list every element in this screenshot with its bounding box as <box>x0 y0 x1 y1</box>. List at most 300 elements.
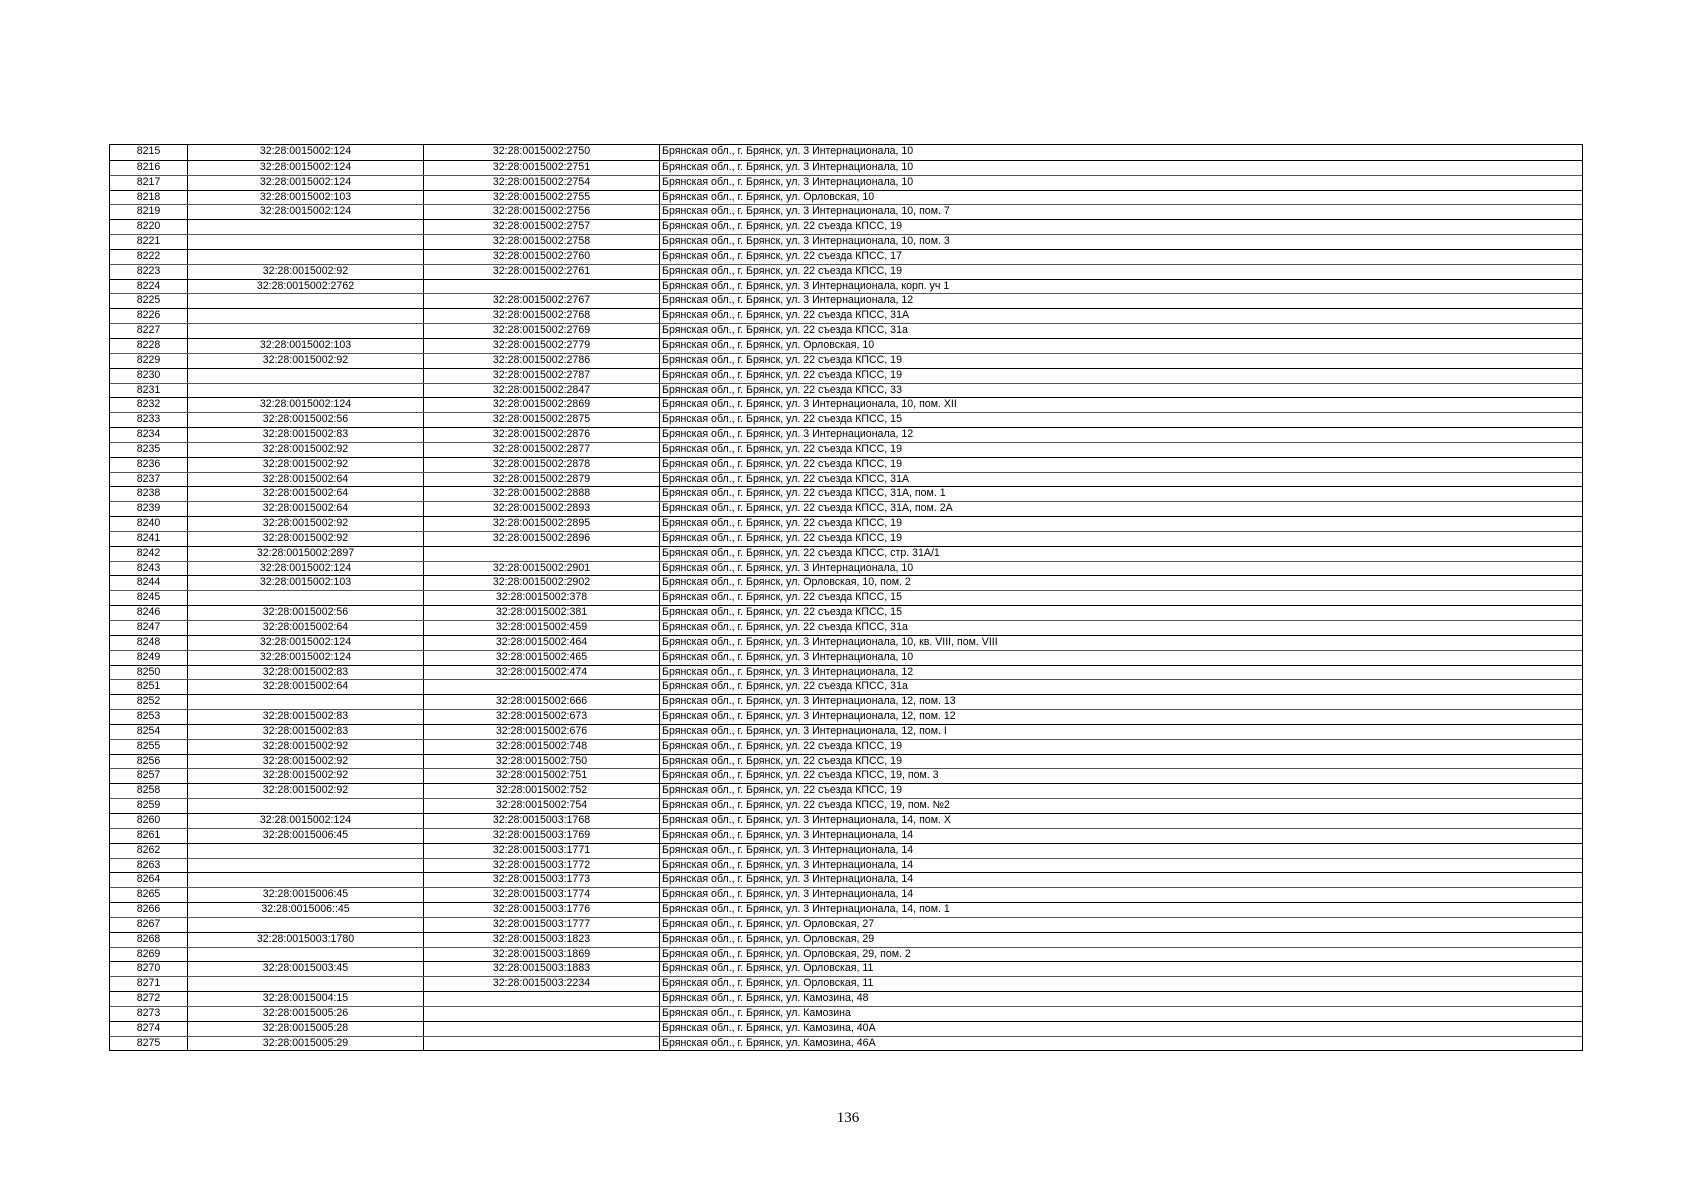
table-row <box>110 605 1582 620</box>
address-cell: Брянская обл., г. Брянск, ул. 3 Интернационала, 12, пом. 13 <box>659 695 1582 709</box>
land-parcel-cadastral-cell: 32:28:0015004:15 <box>187 992 423 1006</box>
object-cadastral-cell: 32:28:0015002:2751 <box>423 161 659 175</box>
row-number-cell: 8239 <box>136 502 161 515</box>
land-parcel-cadastral-cell <box>187 384 423 398</box>
table-row <box>110 858 1582 873</box>
object-cadastral-cell: 32:28:0015002:2847 <box>423 384 659 398</box>
object-cadastral-cell: 32:28:0015002:2879 <box>423 473 659 487</box>
row-number-cell: 8248 <box>136 635 161 648</box>
row-number-cell: 8221 <box>136 235 161 248</box>
land-parcel-cadastral-cell: 32:28:0015002:2762 <box>187 280 423 294</box>
row-number-cell: 8261 <box>136 828 161 841</box>
table-row <box>110 872 1582 887</box>
land-parcel-cadastral-cell <box>187 695 423 709</box>
address-cell: Брянская обл., г. Брянск, ул. 3 Интернационала, 10 <box>659 176 1582 190</box>
object-cadastral-cell: 32:28:0015002:2756 <box>423 205 659 219</box>
table-row <box>110 917 1582 932</box>
address-cell: Брянская обл., г. Брянск, ул. Камозина, 48 <box>659 992 1582 1006</box>
object-cadastral-cell: 32:28:0015002:459 <box>423 621 659 635</box>
row-number-cell: 8255 <box>136 739 161 752</box>
table-row <box>110 575 1582 590</box>
land-parcel-cadastral-cell: 32:28:0015002:124 <box>187 205 423 219</box>
table-row <box>110 635 1582 650</box>
land-parcel-cadastral-cell: 32:28:0015002:103 <box>187 339 423 353</box>
table-row <box>110 486 1582 501</box>
row-number-cell: 8245 <box>136 591 161 604</box>
object-cadastral-cell: 32:28:0015002:676 <box>423 725 659 739</box>
table-row <box>110 961 1582 976</box>
land-parcel-cadastral-cell: 32:28:0015002:2897 <box>187 547 423 561</box>
row-number-cell: 8274 <box>136 1021 161 1034</box>
land-parcel-cadastral-cell: 32:28:0015002:56 <box>187 606 423 620</box>
land-parcel-cadastral-cell: 32:28:0015002:64 <box>187 473 423 487</box>
address-cell: Брянская обл., г. Брянск, ул. Орловская, 11 <box>659 977 1582 991</box>
object-cadastral-cell: 32:28:0015002:2786 <box>423 354 659 368</box>
address-cell: Брянская обл., г. Брянск, ул. 22 съезда КПСС, 19, пом. №2 <box>659 799 1582 813</box>
row-number-cell: 8229 <box>136 353 161 366</box>
table-row <box>110 264 1582 279</box>
table-row <box>110 160 1582 175</box>
address-cell: Брянская обл., г. Брянск, ул. 3 Интернационала, 14 <box>659 829 1582 843</box>
land-parcel-cadastral-cell: 32:28:0015006:45 <box>187 829 423 843</box>
land-parcel-cadastral-cell: 32:28:0015002:124 <box>187 651 423 665</box>
land-parcel-cadastral-cell <box>187 948 423 962</box>
row-number-cell: 8230 <box>136 368 161 381</box>
row-number-cell: 8252 <box>136 695 161 708</box>
table-row <box>110 145 1582 160</box>
land-parcel-cadastral-cell: 32:28:0015002:83 <box>187 725 423 739</box>
object-cadastral-cell: 32:28:0015002:381 <box>423 606 659 620</box>
object-cadastral-cell: 32:28:0015002:751 <box>423 769 659 783</box>
land-parcel-cadastral-cell: 32:28:0015002:64 <box>187 502 423 516</box>
address-cell: Брянская обл., г. Брянск, ул. 22 съезда КПСС, 17 <box>659 250 1582 264</box>
table-row <box>110 219 1582 234</box>
table-row <box>110 249 1582 264</box>
row-number-cell: 8243 <box>136 561 161 574</box>
address-cell: Брянская обл., г. Брянск, ул. 3 Интернационала, 10 <box>659 161 1582 175</box>
object-cadastral-cell: 32:28:0015002:2755 <box>423 191 659 205</box>
address-cell: Брянская обл., г. Брянск, ул. 22 съезда КПСС, 31А <box>659 309 1582 323</box>
land-parcel-cadastral-cell: 32:28:0015002:83 <box>187 428 423 442</box>
object-cadastral-cell <box>423 280 659 294</box>
address-cell: Брянская обл., г. Брянск, ул. Камозина, 40А <box>659 1022 1582 1036</box>
land-parcel-cadastral-cell <box>187 309 423 323</box>
object-cadastral-cell: 32:28:0015002:2888 <box>423 487 659 501</box>
object-cadastral-cell: 32:28:0015002:673 <box>423 710 659 724</box>
land-parcel-cadastral-cell: 32:28:0015002:83 <box>187 666 423 680</box>
table-row <box>110 190 1582 205</box>
table-row <box>110 368 1582 383</box>
object-cadastral-cell: 32:28:0015002:464 <box>423 636 659 650</box>
object-cadastral-cell <box>423 1007 659 1021</box>
row-number-cell: 8217 <box>136 175 161 188</box>
address-cell: Брянская обл., г. Брянск, ул. 22 съезда КПСС, 19 <box>659 517 1582 531</box>
land-parcel-cadastral-cell: 32:28:0015002:92 <box>187 769 423 783</box>
table-row <box>110 754 1582 769</box>
land-parcel-cadastral-cell: 32:28:0015002:103 <box>187 576 423 590</box>
address-cell: Брянская обл., г. Брянск, ул. 3 Интернационала, 12 <box>659 666 1582 680</box>
address-cell: Брянская обл., г. Брянск, ул. 22 съезда КПСС, 19 <box>659 755 1582 769</box>
object-cadastral-cell: 32:28:0015002:465 <box>423 651 659 665</box>
address-cell: Брянская обл., г. Брянск, ул. 3 Интернационала, корп. уч 1 <box>659 280 1582 294</box>
land-parcel-cadastral-cell: 32:28:0015006:45 <box>187 888 423 902</box>
address-cell: Брянская обл., г. Брянск, ул. 3 Интернационала, 12 <box>659 294 1582 308</box>
address-cell: Брянская обл., г. Брянск, ул. Камозина, 46А <box>659 1037 1582 1051</box>
row-number-cell: 8238 <box>136 487 161 500</box>
table-row <box>110 442 1582 457</box>
land-parcel-cadastral-cell <box>187 235 423 249</box>
table-row <box>110 709 1582 724</box>
address-cell: Брянская обл., г. Брянск, ул. 22 съезда КПСС, 15 <box>659 413 1582 427</box>
land-parcel-cadastral-cell <box>187 799 423 813</box>
table-row <box>110 932 1582 947</box>
row-number-cell: 8219 <box>136 205 161 218</box>
object-cadastral-cell: 32:28:0015003:1777 <box>423 918 659 932</box>
table-row <box>110 768 1582 783</box>
land-parcel-cadastral-cell: 32:28:0015002:92 <box>187 443 423 457</box>
row-number-cell: 8242 <box>136 546 161 559</box>
row-number-cell: 8218 <box>136 190 161 203</box>
land-parcel-cadastral-cell: 32:28:0015002:92 <box>187 532 423 546</box>
object-cadastral-cell: 32:28:0015002:2757 <box>423 220 659 234</box>
land-parcel-cadastral-cell <box>187 369 423 383</box>
land-parcel-cadastral-cell: 32:28:0015002:92 <box>187 458 423 472</box>
row-number-cell: 8256 <box>136 754 161 767</box>
land-parcel-cadastral-cell <box>187 294 423 308</box>
object-cadastral-cell <box>423 680 659 694</box>
row-number-cell: 8224 <box>136 279 161 292</box>
address-cell: Брянская обл., г. Брянск, ул. 22 съезда КПСС, 19 <box>659 354 1582 368</box>
table-row <box>110 1036 1582 1051</box>
row-number-cell: 8215 <box>136 145 161 157</box>
object-cadastral-cell: 32:28:0015002:2760 <box>423 250 659 264</box>
object-cadastral-cell: 32:28:0015002:2869 <box>423 398 659 412</box>
row-number-cell: 8262 <box>136 843 161 856</box>
object-cadastral-cell: 32:28:0015002:2876 <box>423 428 659 442</box>
row-number-cell: 8233 <box>136 413 161 426</box>
table-row <box>110 991 1582 1006</box>
address-cell: Брянская обл., г. Брянск, ул. 22 съезда КПСС, 31А <box>659 473 1582 487</box>
table-row <box>110 976 1582 991</box>
address-cell: Брянская обл., г. Брянск, ул. 3 Интернационала, 12 <box>659 428 1582 442</box>
row-number-cell: 8231 <box>136 383 161 396</box>
object-cadastral-cell: 32:28:0015002:752 <box>423 784 659 798</box>
land-parcel-cadastral-cell: 32:28:0015002:92 <box>187 784 423 798</box>
land-parcel-cadastral-cell: 32:28:0015002:92 <box>187 517 423 531</box>
land-parcel-cadastral-cell: 32:28:0015003:45 <box>187 962 423 976</box>
row-number-cell: 8225 <box>136 294 161 307</box>
land-parcel-cadastral-cell: 32:28:0015006::45 <box>187 903 423 917</box>
table-row <box>110 590 1582 605</box>
row-number-cell: 8264 <box>136 873 161 886</box>
table-row <box>110 383 1582 398</box>
object-cadastral-cell: 32:28:0015003:1774 <box>423 888 659 902</box>
address-cell: Брянская обл., г. Брянск, ул. 22 съезда КПСС, 19, пом. 3 <box>659 769 1582 783</box>
table-row <box>110 457 1582 472</box>
address-cell: Брянская обл., г. Брянск, ул. Орловская, 29, пом. 2 <box>659 948 1582 962</box>
land-parcel-cadastral-cell: 32:28:0015002:56 <box>187 413 423 427</box>
row-number-cell: 8266 <box>136 903 161 916</box>
table-row <box>110 902 1582 917</box>
table-row <box>110 679 1582 694</box>
address-cell: Брянская обл., г. Брянск, ул. Орловская, 10, пом. 2 <box>659 576 1582 590</box>
address-cell: Брянская обл., г. Брянск, ул. 3 Интернационала, 14, пом. 1 <box>659 903 1582 917</box>
address-cell: Брянская обл., г. Брянск, ул. 3 Интернационала, 12, пом. I <box>659 725 1582 739</box>
table-row <box>110 650 1582 665</box>
table-row <box>110 739 1582 754</box>
row-number-cell: 8226 <box>136 309 161 322</box>
object-cadastral-cell: 32:28:0015002:2901 <box>423 562 659 576</box>
address-cell: Брянская обл., г. Брянск, ул. 3 Интернационала, 14, пом. X <box>659 814 1582 828</box>
object-cadastral-cell: 32:28:0015002:748 <box>423 740 659 754</box>
table-row <box>110 783 1582 798</box>
table-row <box>110 813 1582 828</box>
address-cell: Брянская обл., г. Брянск, ул. 22 съезда КПСС, 31а <box>659 324 1582 338</box>
row-number-cell: 8220 <box>136 220 161 233</box>
land-parcel-cadastral-cell: 32:28:0015002:83 <box>187 710 423 724</box>
row-number-cell: 8249 <box>136 650 161 663</box>
table-row <box>110 427 1582 442</box>
table-row <box>110 323 1582 338</box>
address-cell: Брянская обл., г. Брянск, ул. Орловская, 11 <box>659 962 1582 976</box>
address-cell: Брянская обл., г. Брянск, ул. 22 съезда КПСС, 33 <box>659 384 1582 398</box>
land-parcel-cadastral-cell: 32:28:0015005:29 <box>187 1037 423 1051</box>
object-cadastral-cell: 32:28:0015002:2878 <box>423 458 659 472</box>
address-cell: Брянская обл., г. Брянск, ул. 3 Интернационала, 12, пом. 12 <box>659 710 1582 724</box>
object-cadastral-cell <box>423 1022 659 1036</box>
land-parcel-cadastral-cell <box>187 873 423 887</box>
address-cell: Брянская обл., г. Брянск, ул. 3 Интернационала, 14 <box>659 888 1582 902</box>
address-cell: Брянская обл., г. Брянск, ул. 22 съезда КПСС, 19 <box>659 532 1582 546</box>
object-cadastral-cell: 32:28:0015002:2787 <box>423 369 659 383</box>
table-row <box>110 308 1582 323</box>
row-number-cell: 8253 <box>136 710 161 723</box>
address-cell: Брянская обл., г. Брянск, ул. 3 Интернационала, 14 <box>659 844 1582 858</box>
table-row <box>110 338 1582 353</box>
object-cadastral-cell: 32:28:0015002:2761 <box>423 265 659 279</box>
table-row <box>110 397 1582 412</box>
address-cell: Брянская обл., г. Брянск, ул. 3 Интернационала, 10, кв. VIII, пом. VIII <box>659 636 1582 650</box>
land-parcel-cadastral-cell: 32:28:0015002:92 <box>187 740 423 754</box>
address-cell: Брянская обл., г. Брянск, ул. 3 Интернационала, 14 <box>659 859 1582 873</box>
address-cell: Брянская обл., г. Брянск, ул. 3 Интернационала, 10, пом. 3 <box>659 235 1582 249</box>
object-cadastral-cell: 32:28:0015003:1823 <box>423 933 659 947</box>
table-row <box>110 353 1582 368</box>
object-cadastral-cell: 32:28:0015003:1883 <box>423 962 659 976</box>
row-number-cell: 8244 <box>136 576 161 589</box>
row-number-cell: 8257 <box>136 769 161 782</box>
land-parcel-cadastral-cell <box>187 977 423 991</box>
land-parcel-cadastral-cell <box>187 918 423 932</box>
table-row <box>110 665 1582 680</box>
object-cadastral-cell: 32:28:0015002:2754 <box>423 176 659 190</box>
row-number-cell: 8251 <box>136 680 161 693</box>
row-number-cell: 8223 <box>136 264 161 277</box>
row-number-cell: 8275 <box>136 1036 161 1049</box>
object-cadastral-cell: 32:28:0015003:1869 <box>423 948 659 962</box>
row-number-cell: 8232 <box>136 398 161 411</box>
land-parcel-cadastral-cell <box>187 591 423 605</box>
land-parcel-cadastral-cell: 32:28:0015002:92 <box>187 354 423 368</box>
table-row <box>110 561 1582 576</box>
land-parcel-cadastral-cell: 32:28:0015002:124 <box>187 176 423 190</box>
land-parcel-cadastral-cell: 32:28:0015002:64 <box>187 680 423 694</box>
table-row <box>110 501 1582 516</box>
land-parcel-cadastral-cell: 32:28:0015005:28 <box>187 1022 423 1036</box>
object-cadastral-cell: 32:28:0015002:2896 <box>423 532 659 546</box>
land-parcel-cadastral-cell <box>187 844 423 858</box>
land-parcel-cadastral-cell: 32:28:0015002:124 <box>187 814 423 828</box>
object-cadastral-cell <box>423 1037 659 1051</box>
table-row <box>110 293 1582 308</box>
object-cadastral-cell: 32:28:0015002:2769 <box>423 324 659 338</box>
table-row <box>110 175 1582 190</box>
land-parcel-cadastral-cell: 32:28:0015002:92 <box>187 755 423 769</box>
table-row <box>110 1006 1582 1021</box>
land-parcel-cadastral-cell: 32:28:0015002:124 <box>187 562 423 576</box>
row-number-cell: 8247 <box>136 621 161 633</box>
address-cell: Брянская обл., г. Брянск, ул. 3 Интернационала, 10 <box>659 562 1582 576</box>
address-cell: Брянская обл., г. Брянск, ул. 22 съезда КПСС, 19 <box>659 740 1582 754</box>
object-cadastral-cell: 32:28:0015002:2779 <box>423 339 659 353</box>
address-cell: Брянская обл., г. Брянск, ул. 22 съезда КПСС, 19 <box>659 443 1582 457</box>
table-row <box>110 412 1582 427</box>
table-row <box>110 947 1582 962</box>
table-row <box>110 724 1582 739</box>
address-cell: Брянская обл., г. Брянск, ул. 22 съезда КПСС, стр. 31А/1 <box>659 547 1582 561</box>
table-row <box>110 204 1582 219</box>
land-parcel-cadastral-cell: 32:28:0015002:103 <box>187 191 423 205</box>
object-cadastral-cell: 32:28:0015002:666 <box>423 695 659 709</box>
address-cell: Брянская обл., г. Брянск, ул. 22 съезда КПСС, 31А, пом. 1 <box>659 487 1582 501</box>
row-number-cell: 8236 <box>136 457 161 470</box>
address-cell: Брянская обл., г. Брянск, ул. 3 Интернационала, 10 <box>659 651 1582 665</box>
row-number-cell: 8228 <box>136 338 161 351</box>
object-cadastral-cell: 32:28:0015002:378 <box>423 591 659 605</box>
row-number-cell: 8259 <box>136 799 161 812</box>
row-number-cell: 8250 <box>136 665 161 678</box>
object-cadastral-cell: 32:28:0015003:1773 <box>423 873 659 887</box>
table-row <box>110 546 1582 561</box>
land-parcel-cadastral-cell: 32:28:0015002:64 <box>187 621 423 635</box>
table-row <box>110 1021 1582 1036</box>
address-cell: Брянская обл., г. Брянск, ул. 22 съезда КПСС, 31а <box>659 680 1582 694</box>
table-row <box>110 828 1582 843</box>
address-cell: Брянская обл., г. Брянск, ул. 3 Интернационала, 10, пом. 7 <box>659 205 1582 219</box>
address-cell: Брянская обл., г. Брянск, ул. Орловская, 29 <box>659 933 1582 947</box>
row-number-cell: 8216 <box>136 160 161 173</box>
land-parcel-cadastral-cell <box>187 220 423 234</box>
address-cell: Брянская обл., г. Брянск, ул. Орловская, 27 <box>659 918 1582 932</box>
row-number-cell: 8240 <box>136 517 161 530</box>
row-number-cell: 8273 <box>136 1006 161 1019</box>
row-number-cell: 8269 <box>136 947 161 960</box>
object-cadastral-cell: 32:28:0015003:1772 <box>423 859 659 873</box>
table-row <box>110 279 1582 294</box>
row-number-cell: 8258 <box>136 784 161 797</box>
row-number-cell: 8227 <box>136 324 161 337</box>
object-cadastral-cell: 32:28:0015002:2768 <box>423 309 659 323</box>
object-cadastral-cell: 32:28:0015002:2875 <box>423 413 659 427</box>
object-cadastral-cell: 32:28:0015003:1776 <box>423 903 659 917</box>
land-parcel-cadastral-cell: 32:28:0015002:124 <box>187 161 423 175</box>
land-parcel-cadastral-cell: 32:28:0015002:124 <box>187 398 423 412</box>
object-cadastral-cell: 32:28:0015003:1768 <box>423 814 659 828</box>
land-parcel-cadastral-cell: 32:28:0015002:64 <box>187 487 423 501</box>
address-cell: Брянская обл., г. Брянск, ул. 22 съезда КПСС, 31А, пом. 2А <box>659 502 1582 516</box>
address-cell: Брянская обл., г. Брянск, ул. 22 съезда КПСС, 15 <box>659 591 1582 605</box>
row-number-cell: 8246 <box>136 606 161 619</box>
object-cadastral-cell: 32:28:0015002:750 <box>423 755 659 769</box>
land-parcel-cadastral-cell: 32:28:0015002:124 <box>187 145 423 160</box>
address-cell: Брянская обл., г. Брянск, ул. 22 съезда КПСС, 19 <box>659 220 1582 234</box>
address-cell: Брянская обл., г. Брянск, ул. 22 съезда КПСС, 19 <box>659 458 1582 472</box>
object-cadastral-cell: 32:28:0015002:754 <box>423 799 659 813</box>
land-parcel-cadastral-cell: 32:28:0015002:92 <box>187 265 423 279</box>
land-parcel-cadastral-cell: 32:28:0015003:1780 <box>187 933 423 947</box>
object-cadastral-cell: 32:28:0015002:2877 <box>423 443 659 457</box>
address-cell: Брянская обл., г. Брянск, ул. Орловская, 10 <box>659 191 1582 205</box>
address-cell: Брянская обл., г. Брянск, ул. 22 съезда КПСС, 19 <box>659 265 1582 279</box>
table-row <box>110 843 1582 858</box>
address-cell: Брянская обл., г. Брянск, ул. 3 Интернационала, 10, пом. XII <box>659 398 1582 412</box>
object-cadastral-cell: 32:28:0015002:2895 <box>423 517 659 531</box>
row-number-cell: 8234 <box>136 428 161 441</box>
address-cell: Брянская обл., г. Брянск, ул. Орловская, 10 <box>659 339 1582 353</box>
row-number-cell: 8268 <box>136 932 161 945</box>
table-row <box>110 620 1582 635</box>
table-row <box>110 694 1582 709</box>
land-parcel-cadastral-cell <box>187 324 423 338</box>
land-parcel-cadastral-cell <box>187 859 423 873</box>
address-cell: Брянская обл., г. Брянск, ул. 22 съезда КПСС, 19 <box>659 369 1582 383</box>
land-parcel-cadastral-cell <box>187 250 423 264</box>
object-cadastral-cell: 32:28:0015002:2750 <box>423 145 659 160</box>
address-cell: Брянская обл., г. Брянск, ул. Камозина <box>659 1007 1582 1021</box>
object-cadastral-cell: 32:28:0015003:1771 <box>423 844 659 858</box>
row-number-cell: 8263 <box>136 858 161 871</box>
object-cadastral-cell: 32:28:0015002:2758 <box>423 235 659 249</box>
object-cadastral-cell <box>423 547 659 561</box>
row-number-cell: 8254 <box>136 724 161 737</box>
row-number-cell: 8235 <box>136 442 161 455</box>
table-row <box>110 531 1582 546</box>
address-cell: Брянская обл., г. Брянск, ул. 3 Интернационала, 10 <box>659 145 1582 160</box>
address-cell: Брянская обл., г. Брянск, ул. 22 съезда КПСС, 15 <box>659 606 1582 620</box>
land-parcel-cadastral-cell: 32:28:0015002:124 <box>187 636 423 650</box>
object-cadastral-cell <box>423 992 659 1006</box>
row-number-cell: 8265 <box>136 888 161 901</box>
table-row <box>110 798 1582 813</box>
object-cadastral-cell: 32:28:0015002:474 <box>423 666 659 680</box>
object-cadastral-cell: 32:28:0015002:2767 <box>423 294 659 308</box>
object-cadastral-cell: 32:28:0015003:2234 <box>423 977 659 991</box>
table-row <box>110 472 1582 487</box>
page-number: 136 <box>836 1110 860 1126</box>
address-cell: Брянская обл., г. Брянск, ул. 22 съезда КПСС, 31а <box>659 621 1582 635</box>
table-row <box>110 234 1582 249</box>
row-number-cell: 8272 <box>136 992 161 1005</box>
address-cell: Брянская обл., г. Брянск, ул. 22 съезда КПСС, 19 <box>659 784 1582 798</box>
row-number-cell: 8267 <box>136 917 161 930</box>
row-number-cell: 8260 <box>136 813 161 826</box>
object-cadastral-cell: 32:28:0015003:1769 <box>423 829 659 843</box>
table-row <box>110 887 1582 902</box>
row-number-cell: 8270 <box>136 962 161 975</box>
land-parcel-cadastral-cell: 32:28:0015005:26 <box>187 1007 423 1021</box>
address-cell: Брянская обл., г. Брянск, ул. 3 Интернационала, 14 <box>659 873 1582 887</box>
row-number-cell: 8222 <box>136 249 161 262</box>
